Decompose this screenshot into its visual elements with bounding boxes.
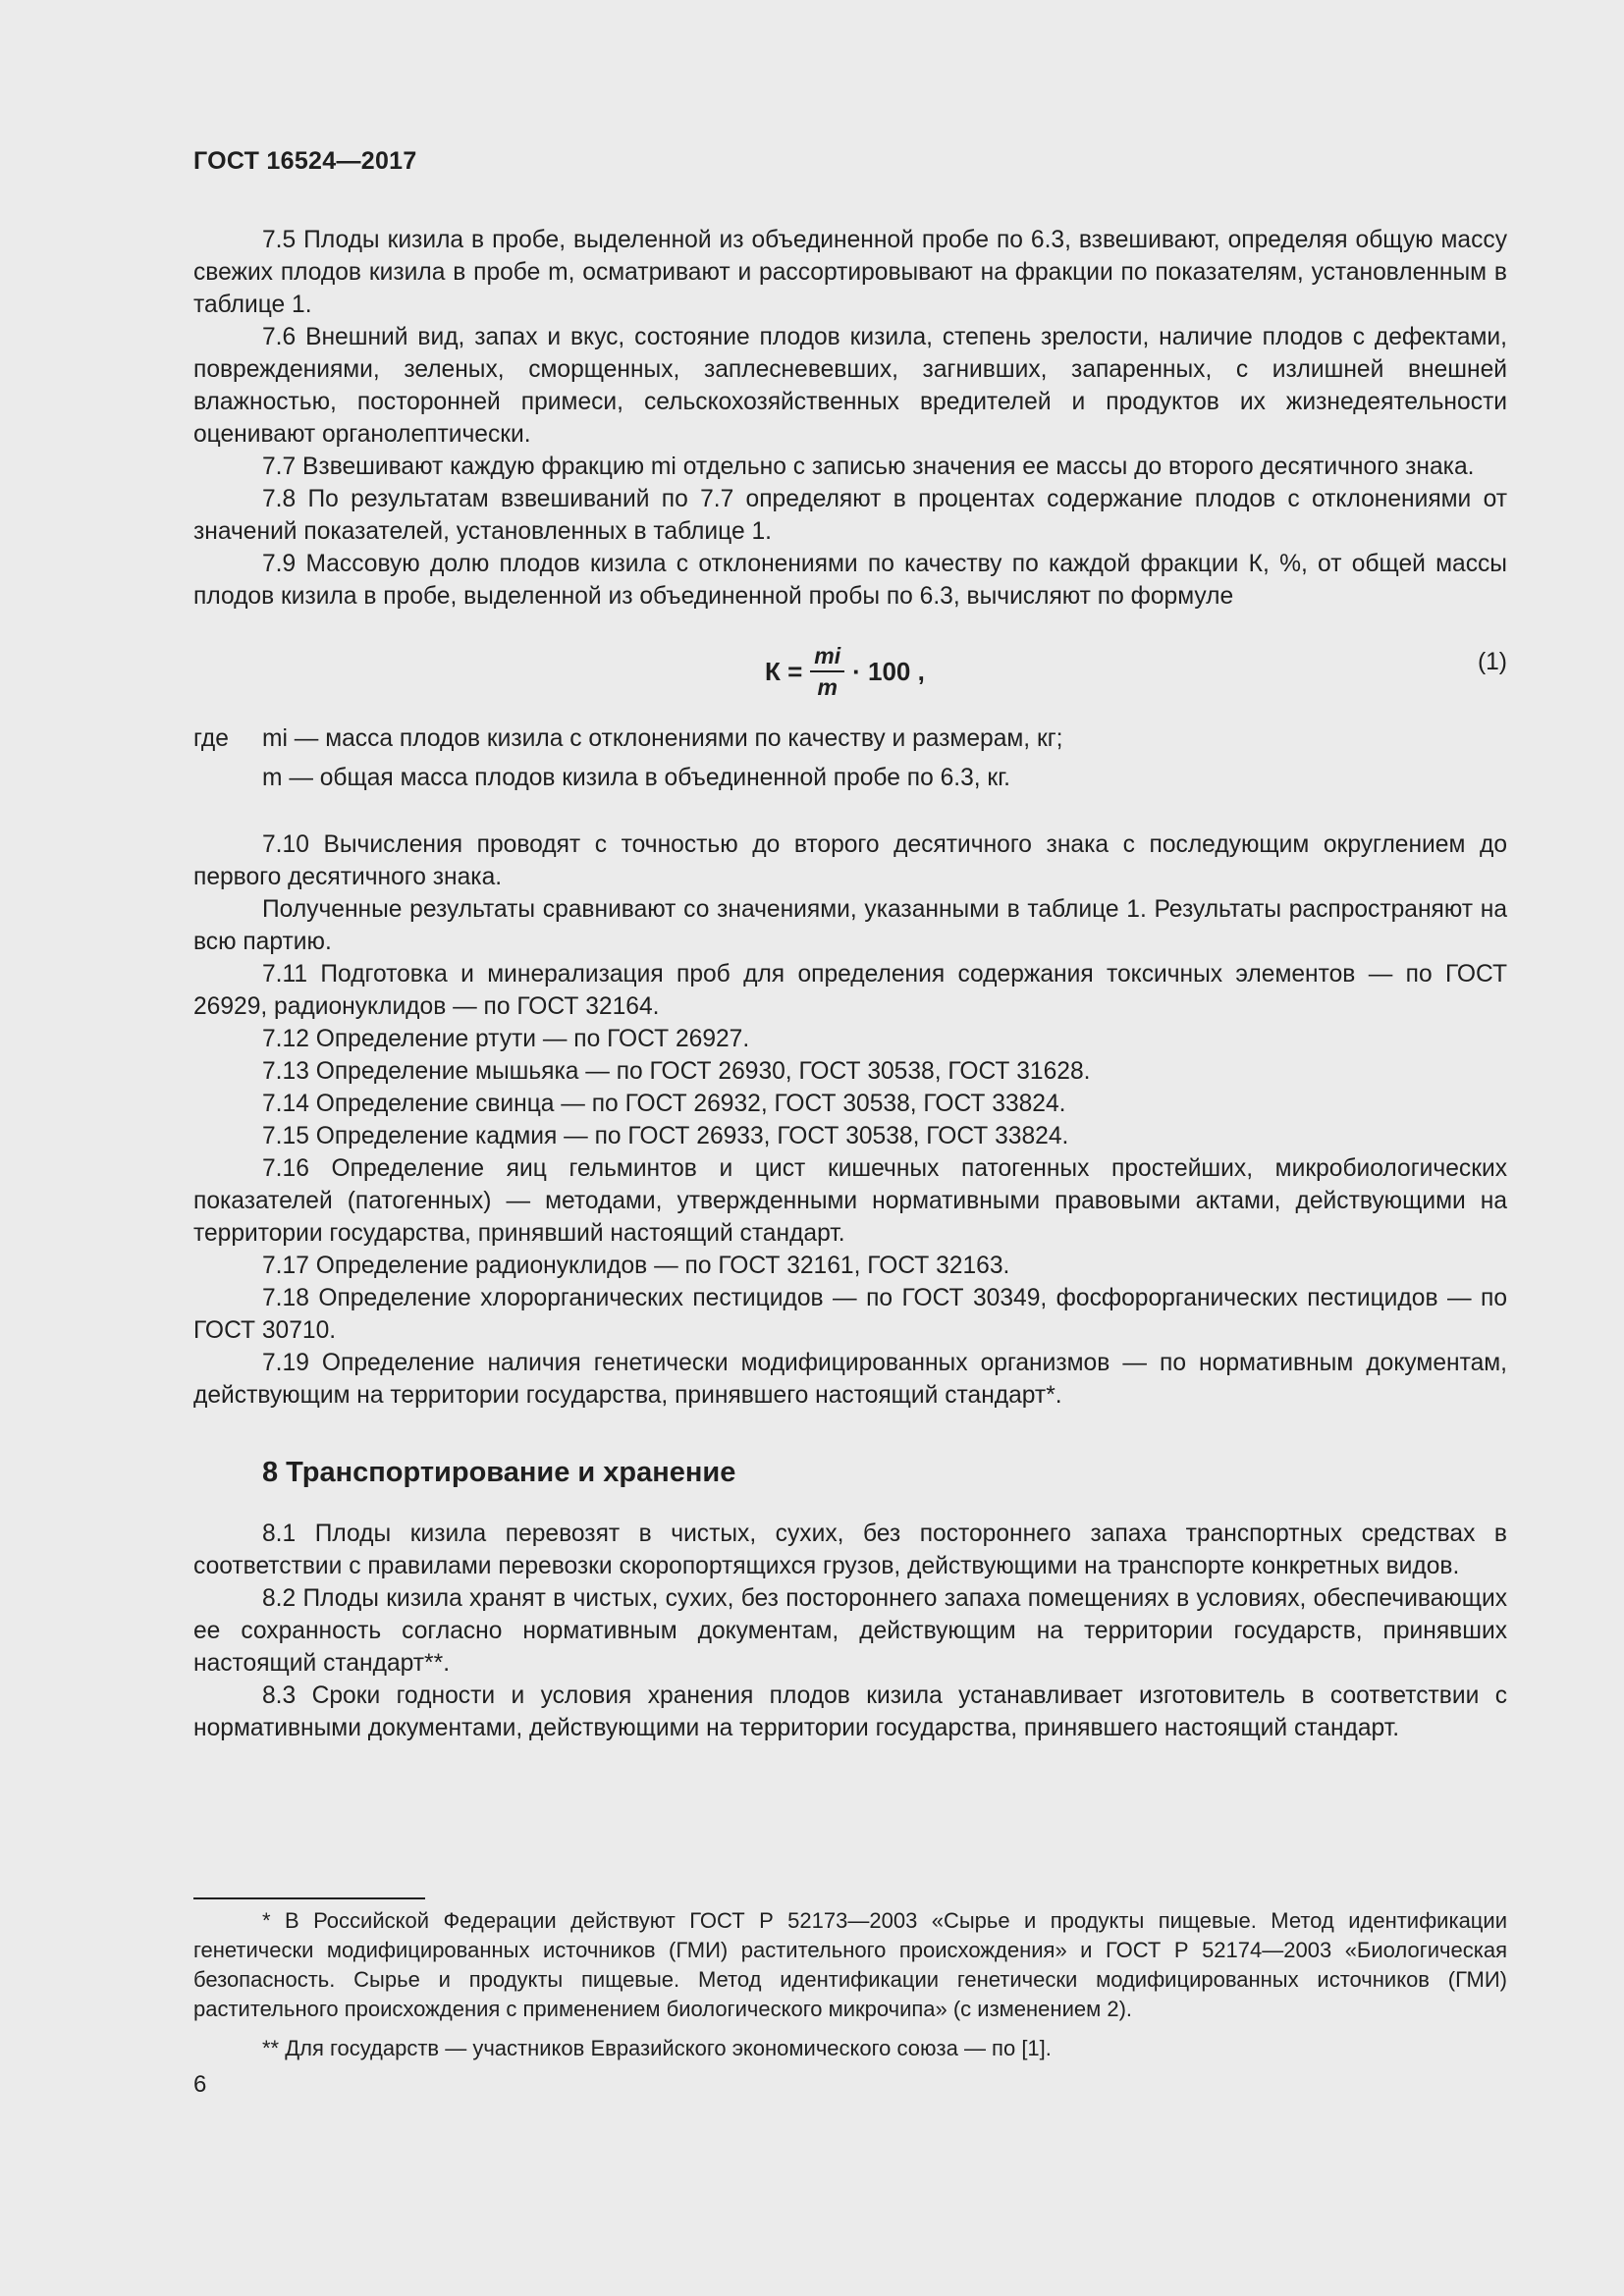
paragraph-8-1: 8.1 Плоды кизила перевозят в чистых, сухих, без постороннего запаха транспортных средствах в соответствии с правилами перевозки скоропортящихся грузов, действующими на транспорте конкретных видов. — [193, 1521, 1507, 1579]
paragraph-7-13: 7.13 Определение мышьяка — по ГОСТ 26930, ГОСТ 30538, ГОСТ 31628. — [262, 1058, 1091, 1085]
formula-fraction — [810, 643, 844, 700]
equation-number: (1) — [1477, 649, 1507, 675]
paragraph-7-10: 7.10 Вычисления проводят с точностью до второго десятичного знака с последующим округлением до первого десятичного знака. — [193, 831, 1507, 890]
formula-numerator: mi — [810, 643, 844, 672]
paragraph-7-19: 7.19 Определение наличия генетически модифицированных организмов — по нормативным документам, действующим на территории государства, принявшего настоящий стандарт*. — [193, 1350, 1507, 1409]
paragraph-7-14: 7.14 Определение свинца — по ГОСТ 26932, ГОСТ 30538, ГОСТ 33824. — [262, 1091, 1066, 1117]
formula-block — [193, 634, 1507, 717]
document-header: ГОСТ 16524—2017 — [193, 147, 417, 175]
paragraph-7-15: 7.15 Определение кадмия — по ГОСТ 26933, ГОСТ 30538, ГОСТ 33824. — [262, 1123, 1069, 1149]
legend-label: где — [193, 725, 229, 752]
paragraph-results: Полученные результаты сравнивают со значениями, указанными в таблице 1. Результаты распространяют на всю партию. — [193, 896, 1507, 955]
formula-legend — [193, 722, 1507, 805]
paragraph-7-12: 7.12 Определение ртути — по ГОСТ 26927. — [262, 1026, 750, 1052]
footnote-1: * В Российской Федерации действуют ГОСТ Р 52173—2003 «Сырье и продукты пищевые. Метод идентификации генетически модифицированных источников (ГМИ) растительного происхождения» и ГОСТ Р 52174—2003 «Биологическая безопасность. Сырье и продукты пищевые. Метод идентификации генетически модифицированных источников (ГМИ) растительного происхождения с применением биологического микрочипа» (с изменением 2). — [193, 1908, 1507, 2021]
paragraph-7-9: 7.9 Массовую долю плодов кизила с отклонениями по качеству по каждой фракции К, %, от общей массы плодов кизила в пробе, выделенной из объединенной пробы по 6.3, вычисляют по формуле — [193, 551, 1507, 610]
formula-lhs: К = — [765, 656, 803, 686]
legend-line-m: m — общая масса плодов кизила в объединенной пробе по 6.3, кг. — [262, 765, 1010, 791]
footnote-divider — [193, 1897, 425, 1899]
footnote-2: ** Для государств — участников Евразийского экономического союза — по [1]. — [262, 2036, 1052, 2060]
paragraph-7-5: 7.5 Плоды кизила в пробе, выделенной из объединенной пробе по 6.3, взвешивают, определяя общую массу свежих плодов кизила в пробе m, осматривают и рассортировывают на фракции по показателям, установленным в таблице 1. — [193, 227, 1507, 318]
formula — [765, 634, 925, 709]
formula-rhs: · 100 , — [852, 656, 925, 686]
paragraph-7-11: 7.11 Подготовка и минерализация проб для определения содержания токсичных элементов — по ГОСТ 26929, радионуклидов — по ГОСТ 32164. — [193, 961, 1507, 1020]
paragraph-7-18: 7.18 Определение хлорорганических пестицидов — по ГОСТ 30349, фосфорорганических пестицидов — по ГОСТ 30710. — [193, 1285, 1507, 1344]
paragraph-8-3: 8.3 Сроки годности и условия хранения плодов кизила устанавливает изготовитель в соответствии с нормативными документами, действующими на территории государства, принявшего настоящий стандарт. — [193, 1682, 1507, 1741]
paragraph-7-17: 7.17 Определение радионуклидов — по ГОСТ 32161, ГОСТ 32163. — [262, 1253, 1010, 1279]
formula-denominator: m — [817, 674, 838, 700]
paragraph-7-16: 7.16 Определение яиц гельминтов и цист кишечных патогенных простейших, микробиологических показателей (патогенных) — методами, утвержденными нормативными правовыми актами, действующими на территории государства, принявший настоящий стандарт. — [193, 1155, 1507, 1247]
legend-line-mi: mi — масса плодов кизила с отклонениями по качеству и размерам, кг; — [262, 725, 1063, 752]
document-body — [193, 224, 1507, 1744]
section-8-title: 8 Транспортирование и хранение — [262, 1457, 736, 1488]
page-number: 6 — [193, 2071, 207, 2098]
paragraph-7-6: 7.6 Внешний вид, запах и вкус, состояние плодов кизила, степень зрелости, наличие плодов с дефектами, повреждениями, зеленых, сморщенных, заплесневевших, загнивших, запаренных, с излишней внешней влажностью, посторонней примеси, сельскохозяйственных вредителей и продуктов их жизнедеятельности оценивают органолептически. — [193, 324, 1507, 448]
paragraph-7-8: 7.8 По результатам взвешиваний по 7.7 определяют в процентах содержание плодов с отклонениями от значений показателей, установленных в таблице 1. — [193, 486, 1507, 545]
paragraph-8-2: 8.2 Плоды кизила хранят в чистых, сухих, без постороннего запаха помещениях в условиях, обеспечивающих ее сохранность согласно нормативным документам, действующим на территории государств, принявших настоящий стандарт**. — [193, 1585, 1507, 1677]
footnotes — [193, 1906, 1507, 2063]
paragraph-7-7: 7.7 Взвешивают каждую фракцию mi отдельно с записью значения ее массы до второго десятичного знака. — [262, 454, 1475, 480]
